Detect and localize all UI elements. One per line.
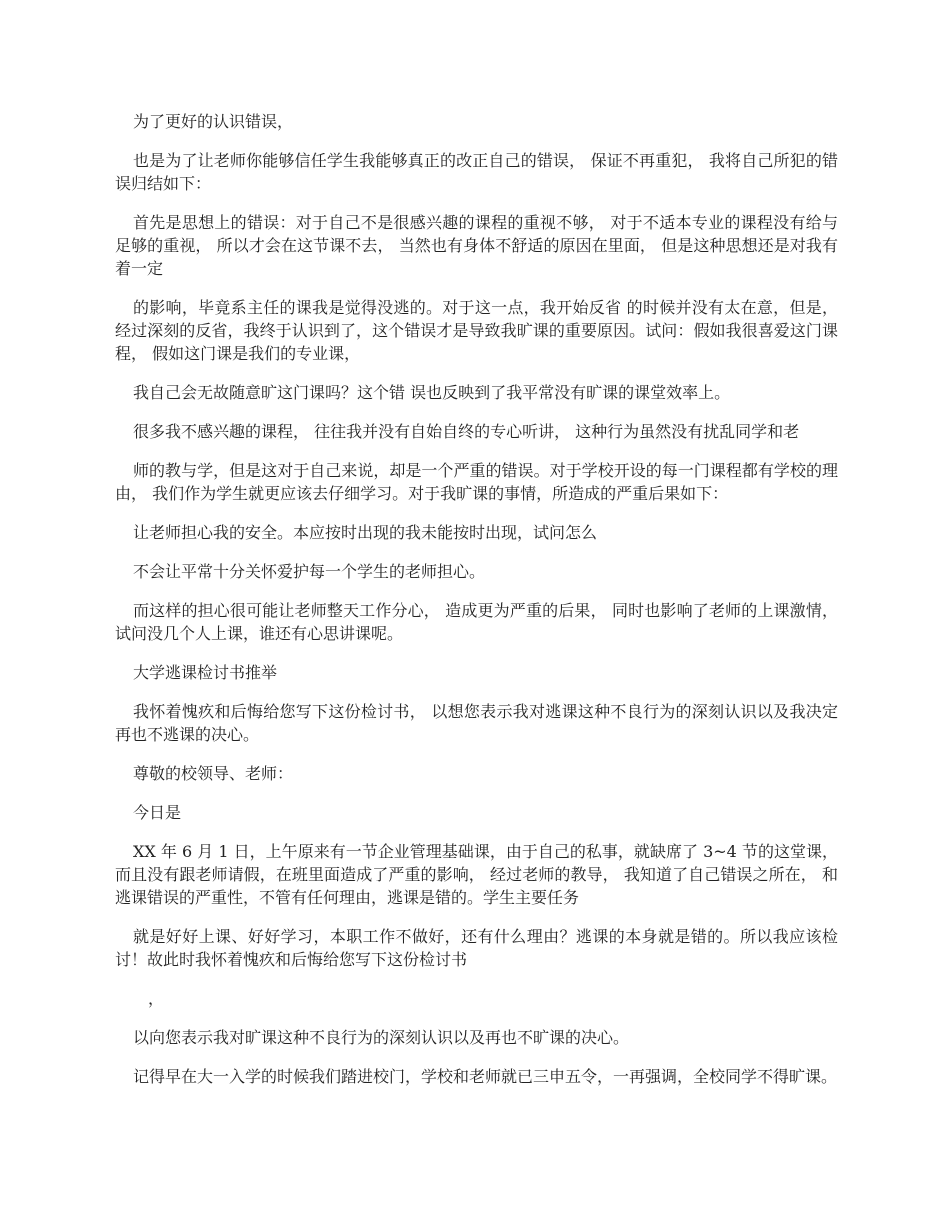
paragraph-3: 首先是思想上的错误：对于自己不是很感兴趣的课程的重视不够， 对于不适本专业的课程没有给与足够的重视， 所以才会在这节课不去， 当然也有身体不舒适的原因在里面， 但是这种思想还是对我有着一定 (115, 213, 838, 278)
section-heading: 大学逃课检讨书推举 (133, 663, 278, 682)
paragraph-5: 我自己会无故随意旷这门课吗？这个错 误也反映到了我平常没有旷课的课堂效率上。 (133, 383, 731, 402)
paragraph-18: 以向您表示我对旷课这种不良行为的深刻认识以及再也不旷课的决心。 (133, 1028, 630, 1047)
paragraph-1: 为了更好的认识错误， (133, 112, 294, 131)
paragraph-12: 我怀着愧疚和后悔给您写下这份检讨书， 以想您表示我对逃课这种不良行为的深刻认识以及我决定再也不逃课的决心。 (115, 702, 838, 744)
paragraph-17: ， (148, 989, 165, 1008)
paragraph-7: 师的教与学，但是这对于自己来说，却是一个严重的错误。对于学校开设的每一门课程都有学校的理由， 我们作为学生就更应该去仔细学习。对于我旷课的事情，所造成的严重后果如下： (115, 461, 838, 503)
paragraph-6: 很多我不感兴趣的课程， 往往我并没有自始自终的专心听讲， 这种行为虽然没有扰乱同学和老 (133, 422, 800, 441)
paragraph-14: 今日是 (133, 803, 182, 822)
paragraph-10: 而这样的担心很可能让老师整天工作分心， 造成更为严重的后果， 同时也影响了老师的上课激情，试问没几个人上课，谁还有心思讲课呢。 (115, 601, 838, 643)
paragraph-15: XX 年 6 月 1 日，上午原来有一节企业管理基础课，由于自己的私事，就缺席了 3~4 节的这堂课，而且没有跟老师请假，在班里面造成了严重的影响， 经过老师的教导， 我知道了自己错误之所在， 和逃课错误的严重性，不管有任何理由，逃课是错的。学生主要任务 (115, 842, 838, 907)
paragraph-4: 的影响，毕竟系主任的课我是觉得没逃的。对于这一点，我开始反省 的时候并没有太在意，但是，经过深刻的反省，我终于认识到了，这个错误才是导致我旷课的重要原因。试问：假如我很喜爱这门课程， 假如这门课是我们的专业课， (115, 298, 838, 363)
paragraph-2: 也是为了让老师你能够信任学生我能够真正的改正自己的错误， 保证不再重犯， 我将自己所犯的错误归结如下： (115, 151, 838, 193)
paragraph-8: 让老师担心我的安全。本应按时出现的我未能按时出现，试问怎么 (133, 523, 598, 542)
paragraph-9: 不会让平常十分关怀爱护每一个学生的老师担心。 (133, 562, 486, 581)
paragraph-16: 就是好好上课、好好学习，本职工作不做好，还有什么理由？逃课的本身就是错的。所以我应该检讨！故此时我怀着愧疚和后悔给您写下这份检讨书 (115, 927, 838, 969)
paragraph-19: 记得早在大一入学的时候我们踏进校门，学校和老师就已三申五令，一再强调，全校同学不得旷课。 (133, 1067, 838, 1086)
salutation: 尊敬的校领导、老师： (133, 764, 294, 783)
